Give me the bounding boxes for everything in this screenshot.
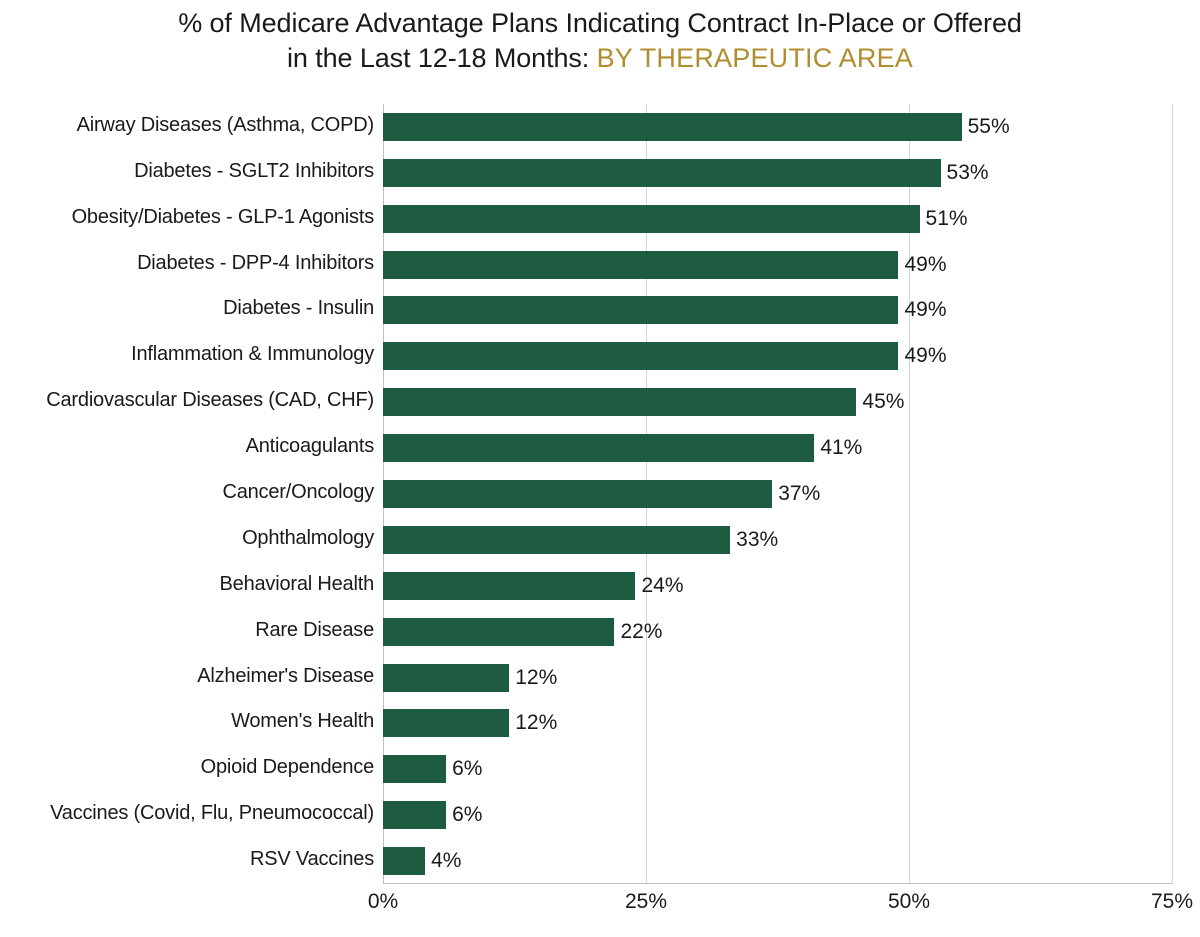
bar [383,801,446,829]
bar [383,847,425,875]
bar-row [383,609,1172,655]
bar [383,205,920,233]
bar-value-label: 6% [452,757,483,781]
bar-row [383,838,1172,884]
bar-value-label: 49% [904,344,947,368]
bar-row [383,700,1172,746]
bar-value-label: 45% [862,390,905,414]
category-label: Diabetes - DPP-4 Inhibitors [137,251,374,274]
bar-value-label: 55% [967,114,1010,138]
category-label: RSV Vaccines [250,848,374,871]
category-label: Opioid Dependence [200,756,374,779]
bar-value-label: 49% [904,252,947,276]
category-label: Women's Health [231,710,374,733]
chart-title-accent: BY THERAPEUTIC AREA [596,42,913,73]
category-label: Vaccines (Covid, Flu, Pneumococcal) [50,802,374,825]
bar [383,572,635,600]
bar [383,664,509,692]
bar [383,342,898,370]
gridline [1172,104,1173,884]
x-tick-label: 50% [887,890,931,913]
bar-value-label: 12% [515,711,558,735]
bar-value-label: 49% [904,298,947,322]
category-label: Alzheimer's Disease [197,664,374,687]
chart-title [0,6,1200,75]
bar [383,434,814,462]
bar-value-label: 24% [641,573,684,597]
chart-title-line-2 [0,41,1200,76]
chart-title-line-2-prefix: in the Last 12-18 Months: [287,42,597,73]
plot-area [383,104,1172,884]
bar-row [383,242,1172,288]
bar-row [383,104,1172,150]
bar-row [383,196,1172,242]
bar-value-label: 12% [515,665,558,689]
bar-row [383,746,1172,792]
category-label: Airway Diseases (Asthma, COPD) [76,113,374,136]
category-label: Rare Disease [255,618,374,641]
bar [383,526,730,554]
chart-title-line-1: % of Medicare Advantage Plans Indicating Contract In-Place or Offered [178,8,1022,38]
bar-row [383,288,1172,334]
bar [383,113,962,141]
category-label: Diabetes - Insulin [223,297,374,320]
bar [383,755,446,783]
bar [383,388,856,416]
bar-value-label: 6% [452,803,483,827]
x-tick-label: 25% [624,890,668,913]
bar-series [383,104,1172,884]
bar-value-label: 41% [820,436,863,460]
bar-row [383,425,1172,471]
bar-row [383,563,1172,609]
bar-value-label: 51% [925,206,968,230]
bar-row [383,333,1172,379]
bar [383,618,614,646]
bar-value-label: 37% [778,481,821,505]
bar-row [383,150,1172,196]
category-label: Inflammation & Immunology [131,343,374,366]
category-label: Cardiovascular Diseases (CAD, CHF) [46,389,374,412]
bar [383,709,509,737]
bar [383,296,898,324]
bar-row [383,379,1172,425]
value-axis-tick-labels [367,890,1194,930]
category-label: Behavioral Health [219,572,374,595]
bar [383,251,898,279]
category-label: Obesity/Diabetes - GLP-1 Agonists [71,205,374,228]
bar-row [383,471,1172,517]
bar-row [383,517,1172,563]
x-tick-label: 75% [1150,890,1194,913]
category-label: Diabetes - SGLT2 Inhibitors [134,159,374,182]
category-label: Anticoagulants [245,435,374,458]
x-tick-label: 0% [367,890,399,913]
bar-value-label: 53% [946,160,989,184]
bar [383,159,941,187]
category-label: Cancer/Oncology [222,481,374,503]
bar [383,480,772,508]
bar-value-label: 22% [620,619,663,643]
bar-row [383,792,1172,838]
bar-value-label: 33% [736,527,779,551]
bar-row [383,655,1172,701]
bar-value-label: 4% [431,849,462,873]
category-label: Ophthalmology [242,526,374,549]
category-axis-labels [0,104,374,884]
